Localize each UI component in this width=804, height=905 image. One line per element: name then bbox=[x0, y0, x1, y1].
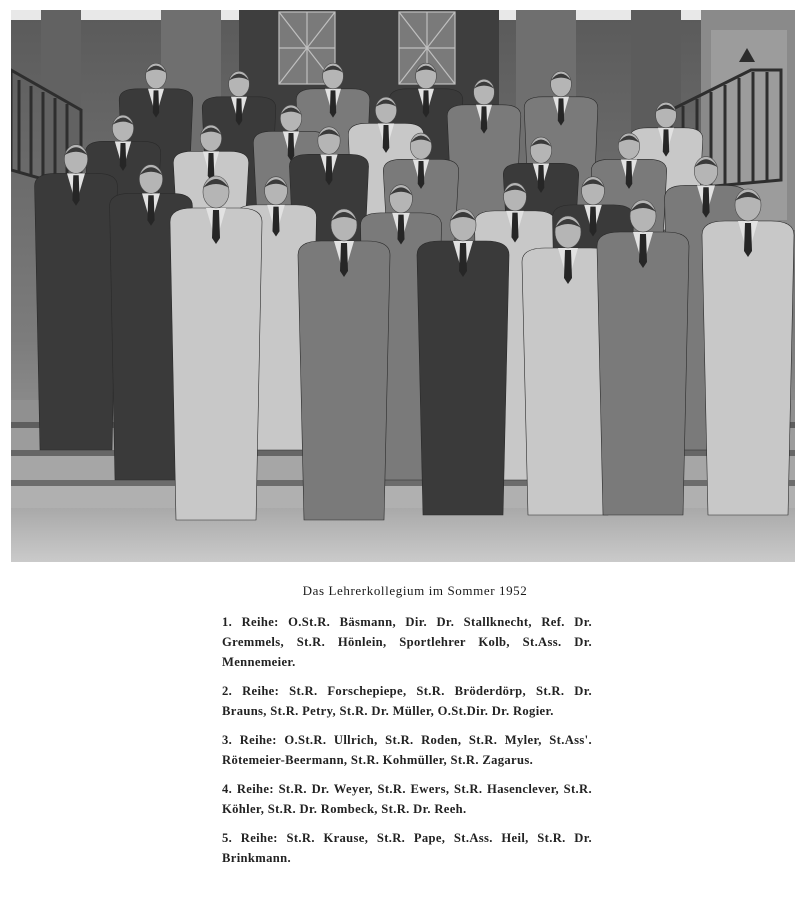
caption-row-2: 2. Reihe: St.R. Forschepiepe, St.R. Bröderdörp, St.R. Dr. Brauns, St.R. Petry, St.R. Dr. Müller, O.St.Dir. Dr. Rogier. bbox=[222, 684, 592, 718]
caption-row-5: 5. Reihe: St.R. Krause, St.R. Pape, St.Ass. Heil, St.R. Dr. Brinkmann. bbox=[222, 831, 592, 865]
caption-row-3: 3. Reihe: O.St.R. Ullrich, St.R. Roden, St.R. Myler, St.Ass'. Rötemeier-Beermann, St.R. Kohmüller, St.R. Zagarus. bbox=[222, 733, 592, 767]
caption-title: Das Lehrerkollegium im Sommer 1952 bbox=[302, 583, 528, 598]
person-figure bbox=[702, 189, 794, 515]
group-photo bbox=[11, 10, 795, 562]
person-figure bbox=[170, 176, 262, 520]
person-figure bbox=[417, 209, 509, 515]
group-photo-illustration bbox=[11, 10, 795, 562]
person-figure bbox=[298, 209, 390, 520]
caption-rows bbox=[222, 612, 592, 877]
caption-row-4: 4. Reihe: St.R. Dr. Weyer, St.R. Ewers, St.R. Hasenclever, St.R. Köhler, St.R. Dr. Rombeck, St.R. Dr. Reeh. bbox=[222, 782, 592, 816]
person-figure bbox=[35, 145, 118, 450]
pavement bbox=[11, 508, 795, 562]
person-figure bbox=[597, 200, 689, 515]
people-group bbox=[35, 63, 794, 520]
caption-row-1: 1. Reihe: O.St.R. Bäsmann, Dir. Dr. Stallknecht, Ref. Dr. Gremmels, St.R. Hönlein, Sportlehrer Kolb, St.Ass. Dr. Mennemeier. bbox=[222, 615, 592, 669]
